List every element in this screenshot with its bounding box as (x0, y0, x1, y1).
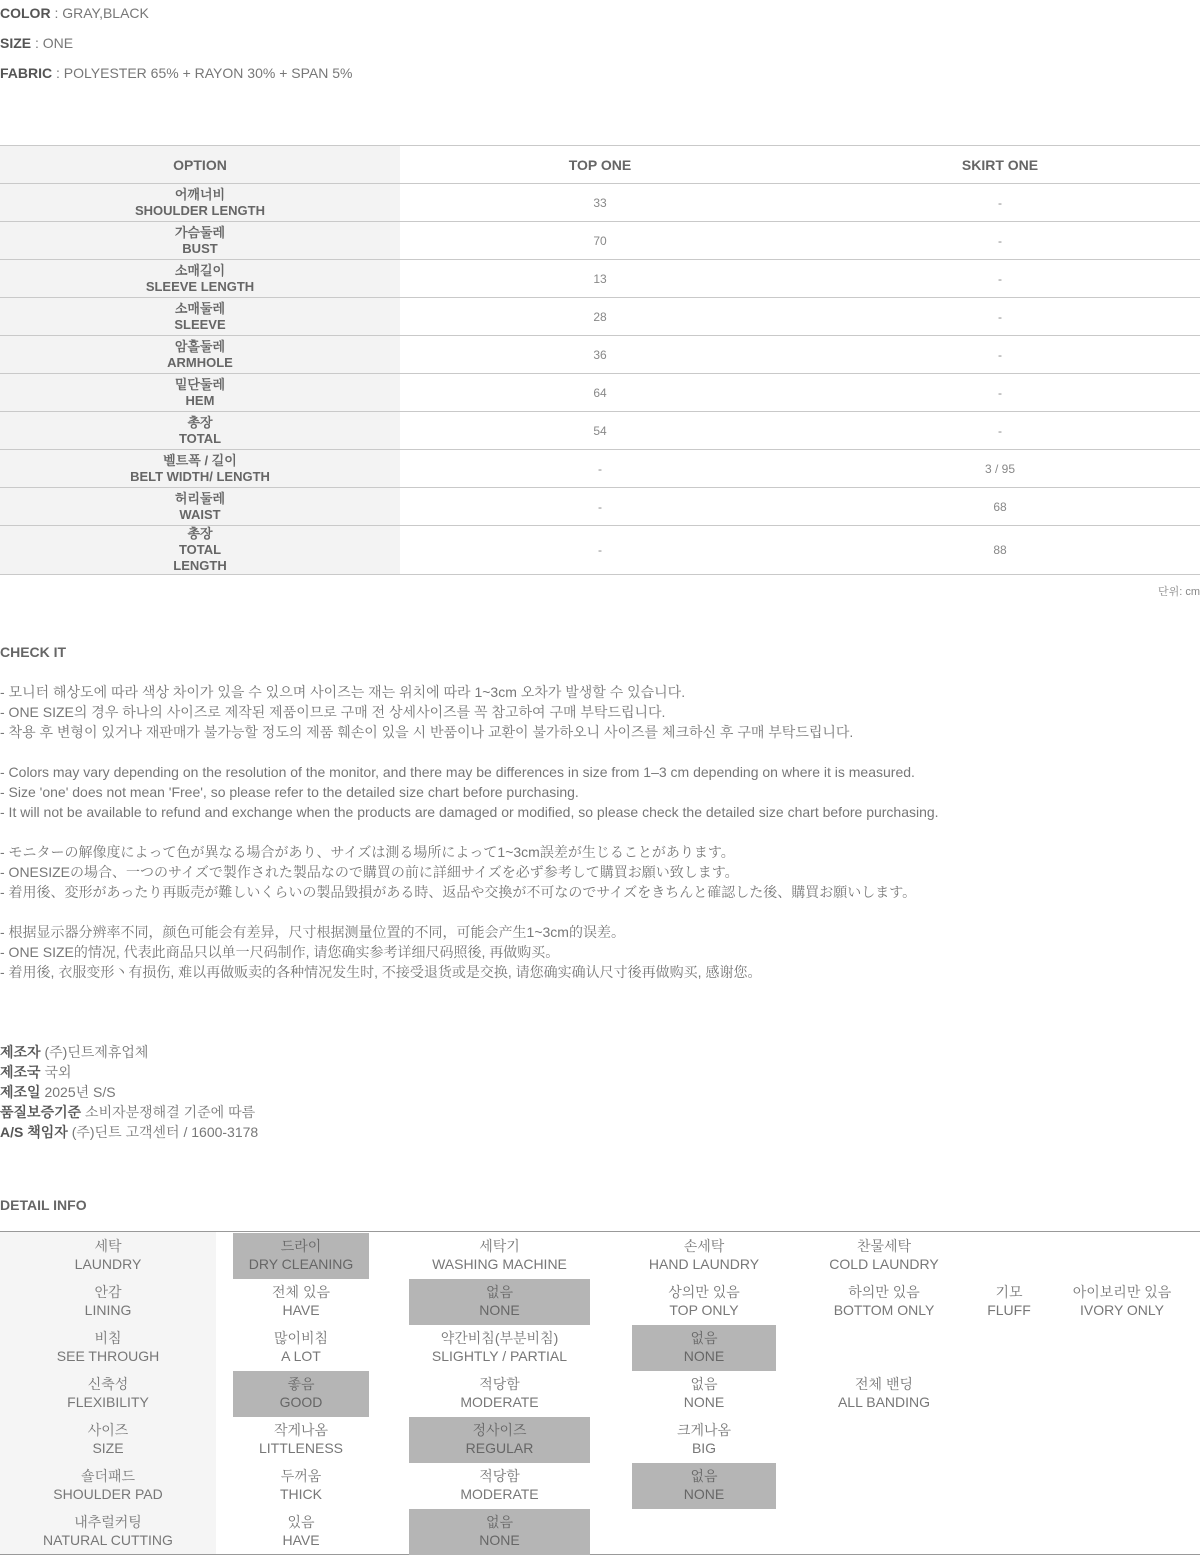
detail-option-korean: 찬물세탁 (856, 1238, 912, 1254)
size-top-value: 54 (400, 412, 800, 450)
detail-row-heading (0, 1463, 216, 1509)
manufacturer-value: (주)딘트 고객센터 / 1600-3178 (71, 1124, 259, 1140)
detail-option (409, 1233, 590, 1279)
detail-option-korean: 아이보리만 있음 (1072, 1284, 1172, 1300)
size-skirt-value: 68 (800, 488, 1200, 526)
detail-option-selected-english: NONE (683, 1486, 725, 1502)
spec-size: SIZE : ONE (0, 35, 74, 51)
detail-row-heading (0, 1279, 216, 1325)
detail-option-selected-korean: 없음 (690, 1330, 718, 1346)
detail-option (796, 1371, 972, 1417)
option-english: ARMHOLE (167, 354, 233, 370)
detail-option-english: THICK (280, 1486, 322, 1502)
option-korean: 총장 (187, 526, 213, 541)
detail-row-heading-english: SEE THROUGH (56, 1348, 160, 1364)
detail-option-selected (233, 1371, 369, 1417)
spec-fabric-label: FABRIC (0, 65, 53, 81)
manufacturer-label: 품질보증기준 (0, 1104, 82, 1120)
detail-row-heading-english: NATURAL CUTTING (43, 1532, 173, 1548)
check-it-line: - ONESIZEの場合、一つのサイズで製作された製品なので購買の前に詳細サイズを必ず参考して購買お願い致します。 (0, 864, 739, 880)
size-option-cell (0, 526, 400, 575)
detail-option-korean: 손세탁 (683, 1238, 725, 1254)
size-table-row (0, 526, 1200, 575)
size-table (0, 145, 1200, 575)
size-top-value: 13 (400, 260, 800, 298)
detail-option-english: TOP ONLY (669, 1302, 739, 1318)
detail-row-heading-english: LAUNDRY (74, 1256, 142, 1272)
check-it-line: - ONE SIZE的情况, 代表此商品只以单一尺码制作, 请您确实参考详细尺码照後, 再做购买。 (0, 944, 560, 960)
detail-option-selected-korean: 없음 (690, 1468, 718, 1484)
detail-option-english: LITTLENESS (258, 1440, 344, 1456)
detail-row-heading-korean: 비침 (94, 1330, 122, 1346)
size-skirt-value: 3 / 95 (800, 450, 1200, 488)
spec-color: COLOR : GRAY,BLACK (0, 5, 149, 21)
detail-option-english: FLUFF (987, 1302, 1031, 1318)
detail-option-korean: 전체 있음 (272, 1284, 330, 1300)
size-table-row (0, 336, 1200, 374)
detail-option (409, 1325, 590, 1371)
manufacturer-label: 제조일 (0, 1084, 41, 1100)
detail-option-korean: 있음 (287, 1514, 315, 1530)
detail-option-selected-english: DRY CLEANING (248, 1256, 354, 1272)
spec-fabric: FABRIC : POLYESTER 65% + RAYON 30% + SPAN 5% (0, 65, 353, 81)
detail-row-heading-korean: 신축성 (87, 1376, 129, 1392)
detail-option-english: BIG (691, 1440, 717, 1456)
detail-option (409, 1371, 590, 1417)
spec-color-label: COLOR (0, 5, 51, 21)
detail-option-english: MODERATE (460, 1394, 539, 1410)
detail-option (233, 1279, 369, 1325)
detail-option-selected (409, 1279, 590, 1325)
header-option: OPTION (0, 146, 400, 184)
detail-row-heading-english: SIZE (92, 1440, 124, 1456)
detail-option-selected-korean: 없음 (485, 1284, 514, 1300)
detail-option-selected (632, 1325, 776, 1371)
spec-color-value: GRAY,BLACK (62, 5, 149, 21)
detail-row-heading-korean: 안감 (94, 1284, 122, 1300)
detail-option (632, 1233, 776, 1279)
detail-row-heading (0, 1371, 216, 1417)
detail-option-selected-korean: 정사이즈 (472, 1422, 527, 1438)
detail-option-korean: 두꺼움 (280, 1468, 322, 1484)
detail-option-selected (233, 1233, 369, 1279)
size-top-value: 33 (400, 184, 800, 222)
detail-option (632, 1417, 776, 1463)
detail-option-korean: 기모 (995, 1284, 1023, 1300)
manufacturer-value: 국외 (44, 1064, 72, 1080)
detail-row-heading (0, 1233, 216, 1279)
option-english: BELT WIDTH/ LENGTH (130, 468, 270, 484)
check-it-line: - 着用後、変形があったり再販売が難しいくらいの製品毀損がある時、返品や交換が不可なのでサイズをきちんと確認した後、購買お願いします。 (0, 884, 917, 900)
header-skirt-one: SKIRT ONE (800, 146, 1200, 184)
detail-option-english: SLIGHTLY / PARTIAL (431, 1348, 568, 1364)
detail-option (233, 1509, 369, 1555)
detail-option-selected (409, 1417, 590, 1463)
check-it-english (0, 762, 939, 822)
manufacturer-line (0, 1102, 258, 1122)
spec-size-label: SIZE (0, 35, 32, 51)
detail-option-english: BOTTOM ONLY (833, 1302, 935, 1318)
option-english: SHOULDER LENGTH (135, 202, 265, 218)
detail-option-selected-english: REGULAR (465, 1440, 534, 1456)
detail-row-heading-korean: 숄더패드 (80, 1468, 136, 1484)
size-skirt-value: - (800, 260, 1200, 298)
size-top-value: - (400, 450, 800, 488)
detail-option-selected-korean: 드라이 (280, 1238, 322, 1254)
detail-option-english: A LOT (281, 1348, 321, 1364)
detail-option-selected-korean: 좋음 (287, 1376, 315, 1392)
manufacturer-line (0, 1042, 258, 1062)
spec-size-value: ONE (42, 35, 74, 51)
check-it-line: - ONE SIZE의 경우 하나의 사이즈로 제작된 제품이므로 구매 전 상세사이즈를 꼭 참고하여 구매 부탁드립니다. (0, 704, 666, 720)
manufacturer-line (0, 1062, 258, 1082)
detail-option (632, 1279, 776, 1325)
size-skirt-value: - (800, 374, 1200, 412)
size-skirt-value: - (800, 412, 1200, 450)
option-english: BUST (182, 240, 218, 256)
size-top-value: 64 (400, 374, 800, 412)
detail-row-heading-korean: 사이즈 (87, 1422, 129, 1438)
option-korean: 벨트폭 / 길이 (163, 452, 237, 468)
size-table-row (0, 260, 1200, 298)
option-korean: 암홀둘레 (174, 338, 226, 354)
check-it-line: - 모니터 해상도에 따라 색상 차이가 있을 수 있으며 사이즈는 재는 위치에 따라 1~3cm 오차가 발생할 수 있습니다. (0, 684, 686, 700)
check-it-title: CHECK IT (0, 644, 67, 660)
size-table-row (0, 412, 1200, 450)
detail-option (233, 1417, 369, 1463)
option-korean: 가슴둘레 (174, 224, 226, 240)
manufacturer-label: 제조국 (0, 1064, 41, 1080)
detail-info-title: DETAIL INFO (0, 1197, 87, 1213)
option-english: WAIST (179, 506, 221, 522)
detail-option-english: NONE (683, 1394, 725, 1410)
detail-info-grid (0, 1231, 1200, 1555)
option-english: TOTAL (178, 542, 222, 557)
check-it-line: - Colors may vary depending on the resolution of the monitor, and there may be differences in size from 1–3 cm depending on where it is measured. (0, 764, 915, 780)
detail-option-english: ALL BANDING (837, 1394, 931, 1410)
detail-row-heading-english: SHOULDER PAD (53, 1486, 163, 1502)
size-table-row (0, 488, 1200, 526)
check-it-line: - Size 'one' does not mean 'Free', so please refer to the detailed size chart before purchasing. (0, 784, 579, 800)
detail-option-english: WASHING MACHINE (432, 1256, 567, 1272)
detail-option (796, 1233, 972, 1279)
detail-option-korean: 약간비침(부분비침) (440, 1330, 559, 1346)
detail-row-heading (0, 1417, 216, 1463)
detail-row-heading-korean: 내추럴커팅 (74, 1514, 142, 1530)
manufacturer-value: (주)딘트제휴업체 (44, 1044, 149, 1060)
detail-option-korean: 하의만 있음 (848, 1284, 920, 1300)
manufacturer-value: 소비자분쟁해결 기준에 따름 (85, 1104, 256, 1120)
size-skirt-value: - (800, 298, 1200, 336)
option-korean: 소매길이 (174, 262, 226, 278)
check-it-japanese (0, 842, 916, 902)
size-skirt-value: - (800, 336, 1200, 374)
size-option-cell (0, 450, 400, 488)
detail-option (409, 1463, 590, 1509)
size-table-row (0, 222, 1200, 260)
detail-option-korean: 없음 (690, 1376, 718, 1392)
detail-option-korean: 전체 밴딩 (855, 1376, 913, 1392)
detail-option-korean: 많이비침 (273, 1330, 329, 1346)
size-skirt-value: - (800, 184, 1200, 222)
size-option-cell (0, 298, 400, 336)
detail-option-selected-english: NONE (479, 1532, 520, 1548)
detail-row-heading-english: LINING (84, 1302, 132, 1318)
detail-option-selected-english: GOOD (279, 1394, 323, 1410)
detail-option-english: HAVE (282, 1302, 320, 1318)
detail-row-heading (0, 1509, 216, 1555)
size-option-cell (0, 222, 400, 260)
size-table-row (0, 374, 1200, 412)
size-table-row (0, 184, 1200, 222)
detail-row-heading-korean: 세탁 (94, 1238, 122, 1254)
manufacturer-line (0, 1082, 258, 1102)
option-english: SLEEVE LENGTH (145, 278, 255, 294)
detail-option-english: HAND LAUNDRY (648, 1256, 760, 1272)
size-option-cell (0, 336, 400, 374)
option-english: SLEEVE (174, 316, 226, 332)
size-top-value: - (400, 488, 800, 526)
detail-option-korean: 작게나옴 (273, 1422, 329, 1438)
check-it-line: - モニターの解像度によって色が異なる場合があり、サイズは測る場所によって1~3cm誤差が生じることがあります。 (0, 844, 735, 860)
detail-option-english: COLD LAUNDRY (829, 1256, 939, 1272)
detail-option (796, 1279, 972, 1325)
detail-row-heading-english: FLEXIBILITY (67, 1394, 149, 1410)
detail-option (632, 1371, 776, 1417)
check-it-line: - 根据显示器分辨率不同，颜色可能会有差异，尺寸根据测量位置的不同，可能会产生1~3cm的误差。 (0, 924, 625, 940)
detail-option-english: MODERATE (460, 1486, 539, 1502)
option-korean: 어깨너비 (174, 186, 226, 202)
detail-option-korean: 상의만 있음 (668, 1284, 740, 1300)
detail-option (1058, 1279, 1186, 1325)
manufacturer-label: 제조자 (0, 1044, 41, 1060)
detail-option-selected (409, 1509, 590, 1555)
manufacturer-value: 2025년 S/S (44, 1084, 116, 1100)
detail-option (960, 1279, 1058, 1325)
option-korean: 소매둘레 (174, 300, 226, 316)
detail-option (233, 1325, 369, 1371)
size-option-cell (0, 488, 400, 526)
detail-option-english: HAVE (282, 1532, 320, 1548)
check-it-chinese (0, 922, 761, 982)
detail-option-selected-english: NONE (479, 1302, 520, 1318)
size-top-value: 70 (400, 222, 800, 260)
size-table-row (0, 450, 1200, 488)
check-it-line: - 착용 후 변형이 있거나 재판매가 불가능할 정도의 제품 훼손이 있을 시 반품이나 교환이 불가하오니 사이즈를 체크하신 후 구매 부탁드립니다. (0, 724, 854, 740)
detail-option-korean: 크게나옴 (676, 1422, 732, 1438)
detail-option-selected-english: NONE (683, 1348, 725, 1364)
manufacturer-info (0, 1042, 258, 1142)
option-korean: 총장 (187, 414, 213, 430)
detail-option-korean: 적당함 (479, 1376, 520, 1392)
size-option-cell (0, 184, 400, 222)
size-option-cell (0, 260, 400, 298)
check-it-line: - It will not be available to refund and exchange when the products are damaged or modified, so please check the detailed size chart before purchasing. (0, 804, 939, 820)
check-it-line: - 着用後, 衣服变形丶有损伤, 难以再做贩卖的各种情况发生时, 不接受退货或是交换, 请您确实确认尺寸後再做购买, 感谢您。 (0, 964, 762, 980)
detail-option-korean: 세탁기 (479, 1238, 520, 1254)
size-option-cell (0, 374, 400, 412)
spec-fabric-value: POLYESTER 65% + RAYON 30% + SPAN 5% (63, 65, 353, 81)
unit-note: 단위: cm (1157, 586, 1200, 598)
option-english-extra: LENGTH (173, 558, 227, 573)
size-skirt-value: 88 (800, 526, 1200, 575)
header-top-one: TOP ONE (400, 146, 800, 184)
size-option-cell (0, 412, 400, 450)
detail-option-korean: 적당함 (479, 1468, 520, 1484)
check-it-korean (0, 682, 853, 742)
detail-option-selected (632, 1463, 776, 1509)
option-korean: 허리둘레 (174, 490, 226, 506)
detail-option (233, 1463, 369, 1509)
size-skirt-value: - (800, 222, 1200, 260)
detail-option-english: IVORY ONLY (1079, 1302, 1165, 1318)
option-english: HEM (185, 392, 215, 408)
size-top-value: 28 (400, 298, 800, 336)
size-table-row (0, 298, 1200, 336)
detail-option-selected-korean: 없음 (485, 1514, 514, 1530)
option-english: TOTAL (178, 430, 222, 446)
manufacturer-label: A/S 책임자 (0, 1124, 68, 1140)
detail-row-heading (0, 1325, 216, 1371)
size-table-header (0, 146, 1200, 184)
option-korean: 밑단둘레 (174, 376, 226, 392)
manufacturer-line (0, 1122, 258, 1142)
size-top-value: 36 (400, 336, 800, 374)
size-top-value: - (400, 526, 800, 575)
